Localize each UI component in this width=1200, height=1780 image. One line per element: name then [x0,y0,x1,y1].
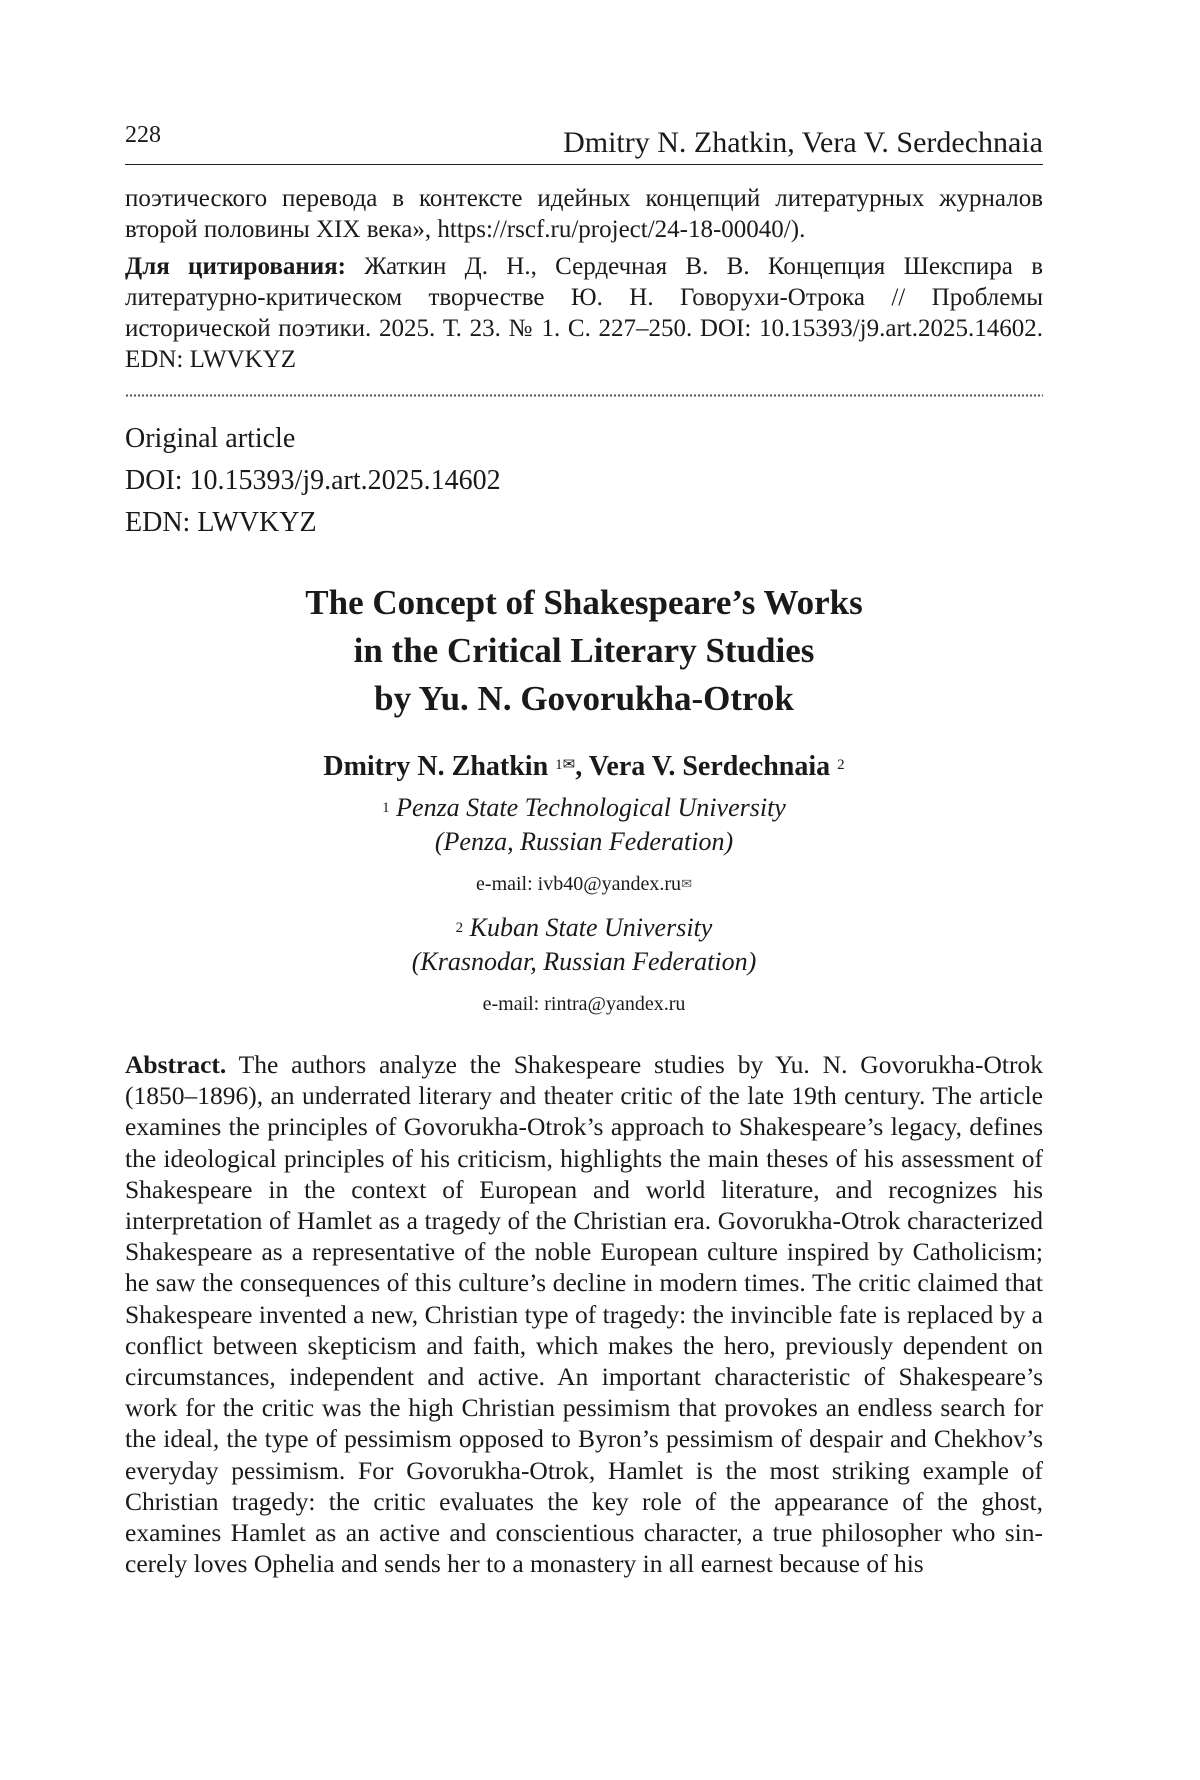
author-separator: , [575,751,589,782]
section-divider [125,393,1043,398]
title-line-2: in the Critical Literary Studies [353,631,815,670]
affiliation-1-location: (Penza, Russian Federation) [434,827,734,856]
affiliation-2 [125,911,1043,1019]
page [125,118,1043,1579]
affiliation-1-mark: 1 [382,800,390,816]
abstract-label: Abstract. [125,1050,227,1079]
citation [125,251,1043,375]
author-2: Vera V. Serdechnaia [588,751,831,782]
affiliation-2-location: (Krasnodar, Russian Federation) [411,947,757,976]
title-line-3: by Yu. N. Govorukha-Otrok [374,679,794,718]
article-meta [125,418,1043,544]
affiliation-2-email[interactable]: e-mail: rintra@yandex.ru [482,993,686,1015]
citation-label: Для цитирования: [125,253,346,280]
author-2-affil-mark: 2 [837,757,845,773]
abstract-text: The authors analyze the Shakespeare studies by Yu. N. Govorukha-Otrok (1850–1896), an underrated literary and theater critic of the late 19th century. The article examines the principles of Govorukha-Otrok’s approach to Shakespeare’s legacy, defines the ideological principles of his criticism, highlights the main theses of his assessment of Shakespeare in the context of European and world literature, and recognizes his interpretation of Hamlet as a tragedy of the Christian era. Govorukha-Otrok characterized Shakespeare as a representative of the noble European culture inspired by Catholicism; he saw the consequences of this culture’s decline in modern times. The critic claimed that Shakespeare invented a new, Christian type of tragedy: the invincible fate is replaced by a conflict between skepticism and faith, which makes the hero, previously dependent on circumstances, independent and active. An important characteristic of Shakespeare’s work for the critic was the high Christian pessimism that provokes an endless search for the ideal, the type of pessimism opposed to Byron’s pessimism of despair and Chekhov’s everyday pessimism. For Govorukha-Otrok, Hamlet is the most striking example of Christian tragedy: the critic evaluates the key role of the appearance of the ghost, examines Hamlet as an active and conscientious character, a true philosopher who sincerely loves Ophelia and sends her to a monastery in all earnest because of his [125,1050,1043,1579]
article-doi: DOI: 10.15393/j9.art.2025.14602 [125,465,501,496]
article-type: Original article [125,423,296,454]
affiliation-1-email[interactable]: e-mail: ivb40@yandex.ru [476,873,682,895]
affiliation-2-name: Kuban State University [469,913,713,942]
author-1-affil-mark: 1✉ [555,757,576,773]
affiliation-1 [125,791,1043,899]
author-list [125,749,1043,785]
abstract [125,1049,1043,1579]
affiliation-2-mark: 2 [455,920,464,936]
article-title [125,579,1043,723]
affiliation-1-name: Penza State Technological University [396,793,786,822]
citation-text: Жаткин Д. Н., Сердечная В. В. Концепция Шекспира в литературно-критическом творчестве Ю. Н. Говорухи-Отрока // Проблемы исторической поэтики. 2025. Т. 23. № 1. С. 227–250. DOI: 10.15393/j9.art.2025.14602. EDN: LWVKYZ [125,253,1044,373]
running-head-authors: Dmitry N. Zhatkin, Vera V. Serdechnaia [563,126,1043,159]
funding-continuation: поэтического перевода в контексте идейных концепций литературных журналов второй половины XIX века», https://rscf.ru/project/24-18-00040/). [125,185,1043,243]
page-number: 228 [125,122,161,148]
title-line-1: The Concept of Shakespeare’s Works [305,583,863,622]
running-head [125,118,1043,165]
author-1: Dmitry N. Zhatkin [323,751,549,782]
mail-icon: ✉ [681,876,692,891]
article-edn: EDN: LWVKYZ [125,507,317,538]
